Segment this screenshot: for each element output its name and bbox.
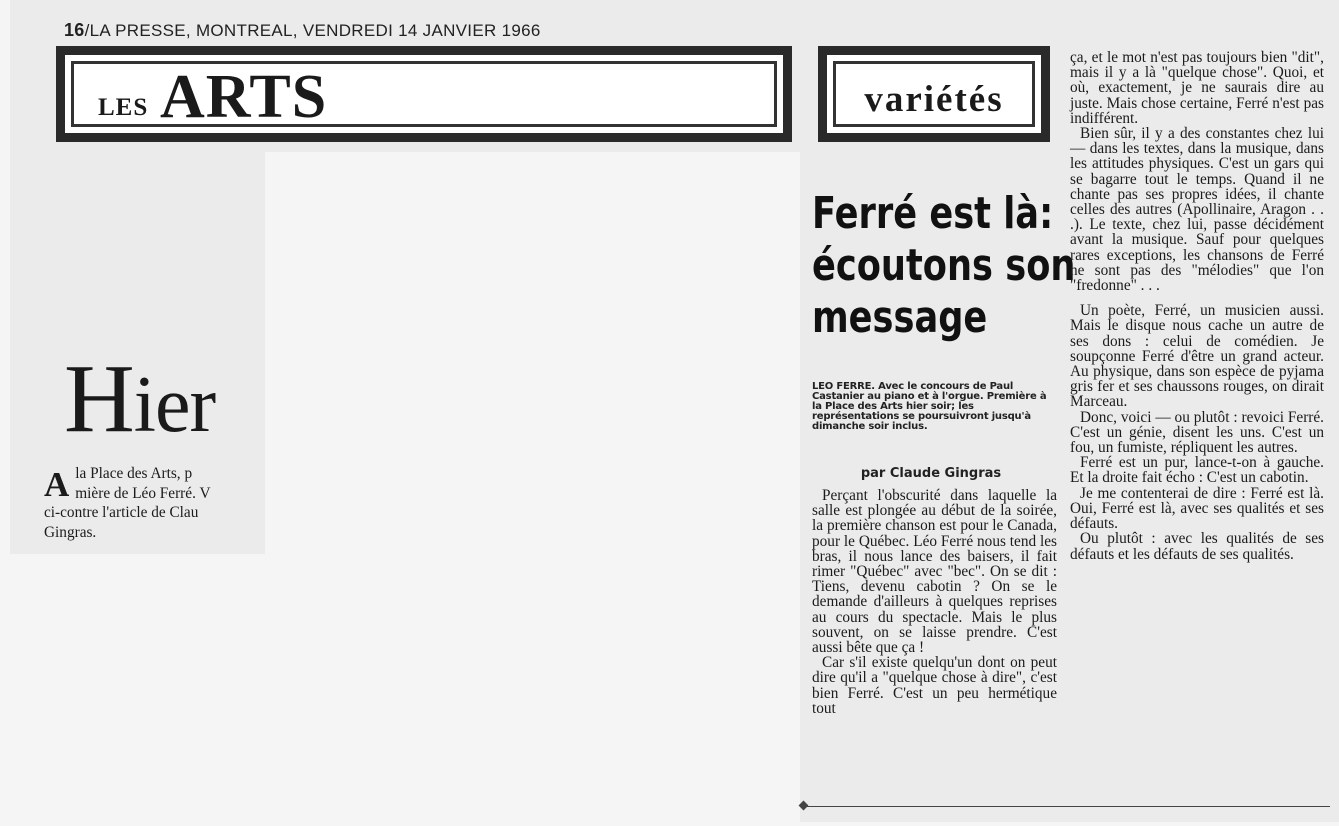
bottom-rule xyxy=(806,806,1330,807)
page-folio xyxy=(64,20,541,41)
paragraph: Car s'il existe quelqu'un dont on peut dire qu'il a "quelque chose à dire", c'est bien Ferré. C'est un peu hermétique tout xyxy=(812,654,1057,717)
byline: par Claude Gingras xyxy=(860,466,1002,481)
paragraph: Donc, voici — ou plutôt : revoici Ferré. C'est un génie, disent les uns. C'est un fou, un fumiste, répliquent les autres. xyxy=(1070,408,1324,457)
headline-line: message xyxy=(812,292,988,343)
teaser-title-rest: ier xyxy=(133,361,216,449)
paragraph: Je me contenterai de dire : Ferré est là. Oui, Ferré est là, avec ses qualités et ses défauts. xyxy=(1070,484,1324,533)
drop-cap: A xyxy=(44,465,70,504)
paragraph: Perçant l'obscurité dans laquelle la salle est plongée au début de la soirée, la première chanson est pour le Canada, pour le Québec. Léo Ferré nous tend les bras, il nous lance des baisers, il fait rimer "Québec" avec "bec". On se dit : Tiens, devenu cabotin ? On se le demande d'ailleurs à quelques reprises au cours du spectacle. Mais le plus souvent, on se laisse prendre. C'est aussi bête que ça ! xyxy=(812,487,1057,657)
varietes-label: variétés xyxy=(864,79,1004,120)
paragraph: Un poète, Ferré, un musicien aussi. Mais le disque nous cache un autre de ses dons : celui de comédien. Je soupçonne Ferré d'être un grand acteur. Au physique, dans son espèce de pyjama gris fer et ses chaussons rouges, on dirait Marceau. xyxy=(1070,302,1324,411)
teaser-caption xyxy=(44,464,266,542)
headline-line: écoutons son xyxy=(812,240,1076,291)
article-column-middle xyxy=(812,488,1057,716)
banner-small-word: LES xyxy=(98,94,149,121)
article-headline xyxy=(812,188,1076,344)
paragraph: Ou plutôt : avec les qualités de ses défauts et les défauts de ses qualités. xyxy=(1070,530,1324,563)
teaser-line: ci-contre l'article de Clau xyxy=(44,504,199,521)
teaser-line: Gingras. xyxy=(44,523,97,541)
teaser-line: la Place des Arts, p xyxy=(75,465,193,482)
teaser-title: Hier xyxy=(64,345,216,453)
section-banner-varietes xyxy=(818,46,1050,142)
teaser-line: mière de Léo Ferré. V xyxy=(75,484,211,502)
article-column-right xyxy=(1070,50,1324,562)
performance-credits: LEO FERRE. Avec le concours de Paul Castanier au piano et à l'orgue. Première à la Place des Arts hier soir; les représentations se poursuivront jusqu'à dimanche soir inclus. xyxy=(812,381,1047,432)
section-banner-arts xyxy=(56,46,792,142)
headline-line: Ferré est là: xyxy=(812,188,1054,239)
page-number: 16 xyxy=(64,20,85,40)
paragraph: Bien sûr, il y a des constantes chez lui — dans les textes, dans la musique, dans les attitudes physiques. C'est un gars qui se bagarre tout le temps. Quand il ne chante pas ses propres idées, il chante celles des autres (Apollinaire, Aragon . . .). Le texte, chez lui, passe décidément avant la musique. Sauf pour quelques rares exceptions, les chansons de Ferré ne sont pas des "mélodies" que l'on "fredonne" . . . xyxy=(1070,125,1324,295)
banner-big-word: ARTS xyxy=(160,63,328,131)
paragraph: Ferré est un pur, lance-t-on à gauche. Et la droite fait écho : C'est un cabotin. xyxy=(1070,454,1324,487)
paragraph: ça, et le mot n'est pas toujours bien "dit", mais il y a là "quelque chose". Quoi, et où, exactement, je ne saurais dire au juste. Mais chose certaine, Ferré n'est pas indifférent. xyxy=(1070,49,1324,127)
masthead: /LA PRESSE, MONTREAL, VENDREDI 14 JANVIER 1966 xyxy=(84,21,541,40)
